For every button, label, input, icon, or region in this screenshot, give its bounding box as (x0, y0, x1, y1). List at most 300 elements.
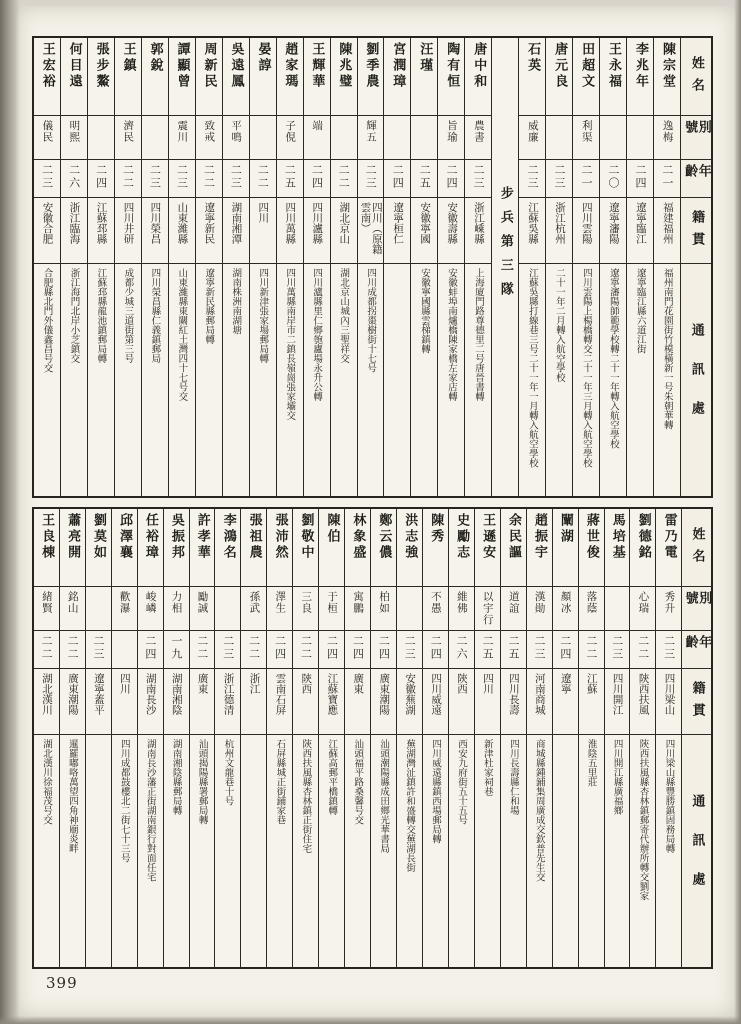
person-origin-text: 四川梁山 (663, 673, 676, 715)
person-name-text: 王良棟 (39, 513, 55, 561)
person-address (573, 264, 599, 496)
person-age-text: 二六 (455, 635, 469, 661)
person-name-text: 陳伯 (324, 513, 340, 545)
person-age (519, 160, 545, 198)
person-alias (654, 116, 680, 160)
person-origin-text: 浙江 (248, 673, 261, 694)
person-address-text: 四川梁山縣豐勝鎮固務局轉 (663, 739, 675, 853)
person-address (241, 735, 266, 967)
person-age-text: 二三 (610, 635, 624, 661)
person-age (34, 160, 60, 198)
person-address (88, 264, 114, 496)
person-address-text: 合肥縣北門外儀鑫昌号交 (41, 268, 53, 373)
person-name (573, 38, 599, 116)
person-age (573, 160, 599, 198)
person-alias (250, 116, 276, 160)
person-alias (34, 116, 60, 160)
person-address-text: 二十一年二月轉入航空學校 (553, 268, 565, 382)
person-column (629, 509, 655, 967)
person-alias-text: 峻嶙 (144, 591, 157, 614)
person-name-text: 趙振宇 (531, 513, 547, 561)
person-address-text: 湖南長沙藩正街湖南銀行對面任宅 (144, 739, 156, 882)
person-age-text: 二三 (526, 164, 540, 190)
person-address (579, 735, 604, 967)
person-column (168, 38, 195, 496)
person-origin-text: 陝西 (300, 673, 313, 694)
person-origin-text: 江蘇吳縣 (526, 202, 539, 244)
person-alias-text: 以宇行 (481, 591, 494, 626)
person-age-text: 二四 (273, 635, 287, 661)
person-name-text: 田超文 (579, 42, 595, 90)
person-age (190, 631, 215, 669)
person-name-text: 邱澤襄 (116, 513, 132, 561)
person-age (304, 160, 330, 198)
person-age (527, 631, 552, 669)
person-origin-text: 廣東潮陽 (378, 673, 391, 715)
person-column (60, 38, 87, 496)
person-origin-text: 四川井研 (122, 202, 135, 244)
person-origin (61, 198, 87, 264)
person-age (115, 160, 141, 198)
person-origin-text: 湖南湘陰 (170, 673, 183, 715)
person-age (250, 160, 276, 198)
person-address (196, 264, 222, 496)
header-alias-text: 別號 (682, 591, 711, 613)
person-name-text: 王遜安 (480, 513, 496, 561)
person-age-text: 二二 (66, 635, 80, 661)
person-name (411, 38, 437, 116)
person-origin-text: 浙江嵊縣 (473, 202, 486, 244)
person-origin (267, 669, 292, 735)
person-address (115, 264, 141, 496)
person-age-text: 二三 (364, 164, 378, 190)
person-age (196, 160, 222, 198)
person-name-text: 譚顯曾 (174, 42, 190, 90)
person-alias (605, 587, 630, 631)
person-origin-text: 四川長壽 (507, 673, 520, 715)
person-origin (397, 669, 422, 735)
person-alias (304, 116, 330, 160)
person-column (552, 509, 578, 967)
person-name (331, 38, 357, 116)
person-address (371, 735, 396, 967)
person-alias-text: 寓鵬 (352, 591, 365, 614)
person-alias-text: 緒賢 (40, 591, 53, 614)
person-alias (573, 116, 599, 160)
person-origin-text: 遼寧蓋平 (92, 673, 105, 715)
person-alias-text: 孫武 (248, 591, 261, 614)
person-column (195, 38, 222, 496)
person-name-text: 郭銳 (147, 42, 163, 74)
person-name-text: 張步鰲 (93, 42, 109, 90)
person-age (423, 631, 448, 669)
person-age (345, 631, 370, 669)
person-address (164, 735, 189, 967)
person-alias (60, 587, 85, 631)
person-address (423, 735, 448, 967)
person-column (383, 38, 410, 496)
person-alias-text: 威廉 (526, 120, 539, 143)
person-address-text: 湖北京山城內三聖祥交 (338, 268, 350, 363)
person-age-text: 二四 (429, 635, 443, 661)
header-address (681, 264, 711, 496)
person-origin-text: 陝西 (456, 673, 469, 694)
person-age-text: 二二 (40, 635, 54, 661)
person-address-text: 四川雲陽上楊橋轉交二十一年三月轉入航空學校 (580, 268, 592, 468)
person-column (370, 509, 396, 967)
person-age (293, 631, 318, 669)
person-address (142, 264, 168, 496)
person-age-text: 二四 (94, 164, 108, 190)
person-name (215, 509, 240, 587)
person-age (579, 631, 604, 669)
person-age (546, 160, 572, 198)
person-name (654, 38, 680, 116)
person-origin (223, 198, 249, 264)
person-name-text: 吳振邦 (168, 513, 184, 561)
person-origin-text: 湖北漢川 (41, 673, 54, 715)
person-address-text: 四川開江縣廣福鄉 (611, 739, 623, 815)
page-number: 399 (46, 974, 78, 992)
person-alias (501, 587, 526, 631)
person-origin (34, 198, 60, 264)
person-origin-text: 四川 (257, 202, 270, 223)
person-name (501, 509, 526, 587)
person-name-text: 唐元良 (552, 42, 568, 90)
person-alias-text: 利渠 (580, 120, 593, 143)
person-alias-text: 漢勛 (533, 591, 546, 614)
person-name (423, 509, 448, 587)
person-alias (164, 587, 189, 631)
person-origin (293, 669, 318, 735)
person-age (553, 631, 578, 669)
person-age (319, 631, 344, 669)
person-name (475, 509, 500, 587)
person-name-text: 劉敬中 (298, 513, 314, 561)
header-origin-text: 籍貫 (689, 209, 705, 254)
person-alias-text: 濟民 (122, 120, 135, 143)
person-address-text: 商城縣鍾鋪集周廣成交欽普先生交 (533, 739, 545, 882)
person-address (277, 264, 303, 496)
person-name-text: 王永福 (606, 42, 622, 90)
person-age-text: 二二 (636, 635, 650, 661)
person-age (475, 631, 500, 669)
person-name-text: 雷乃電 (661, 513, 677, 561)
person-age (331, 160, 357, 198)
header-age (681, 160, 711, 198)
person-origin (600, 198, 626, 264)
person-age-text: 二四 (391, 164, 405, 190)
person-origin (304, 198, 330, 264)
person-age-text: 二三 (92, 635, 105, 661)
person-name (546, 38, 572, 116)
person-column (87, 38, 114, 496)
person-address-text: 汕頭福平路桑馨号交 (352, 739, 364, 825)
person-address (449, 735, 474, 967)
person-address-text: 四川威遠縣鎮西場郵局轉 (430, 739, 442, 844)
person-column (604, 509, 630, 967)
person-origin-text: 廣東潮陽 (66, 673, 79, 715)
person-origin-text: 四川開江 (611, 673, 624, 715)
person-age (605, 631, 630, 669)
person-name-text: 陳宗堂 (659, 42, 675, 90)
person-name-text: 李兆年 (633, 42, 648, 90)
person-age-text: 二二 (584, 635, 598, 661)
person-address (215, 735, 240, 967)
scan-edge-shadow-right (734, 0, 741, 1024)
person-alias (319, 587, 344, 631)
person-alias (579, 587, 604, 631)
person-name (358, 38, 384, 116)
person-address-text: 浙江海門北岸小芝鎮交 (68, 268, 80, 363)
person-name (277, 38, 303, 116)
person-age-text: 二四 (143, 635, 157, 661)
person-name (527, 509, 552, 587)
person-alias-text: 勵誠 (196, 591, 209, 614)
person-origin-text: 四川 (481, 673, 494, 694)
person-column (214, 509, 240, 967)
person-column (222, 38, 249, 496)
person-column (34, 509, 59, 967)
person-name (241, 509, 266, 587)
person-alias (138, 587, 163, 631)
person-name (267, 509, 292, 587)
header-name (681, 38, 711, 116)
person-age-text: 二一 (580, 164, 594, 190)
person-age (223, 160, 249, 198)
person-address-text: 山東濰縣東關紅土灣四十七号交 (176, 268, 188, 401)
person-age-text: 二四 (558, 635, 572, 661)
person-alias-text: 平鳴 (230, 120, 243, 143)
person-alias-text: 不愚 (429, 591, 442, 614)
person-origin (519, 198, 545, 264)
person-origin-text: 四川（原籍雲南） (359, 202, 383, 255)
person-address-text: 四川萬縣南岸市二鎮長嶺崗張家壩交 (284, 268, 296, 420)
person-alias (331, 116, 357, 160)
person-age (656, 631, 681, 669)
person-age (384, 160, 410, 198)
person-address-text: 四川長壽縣仁和場 (507, 739, 519, 815)
header-name-text: 姓名 (689, 526, 705, 571)
person-alias-text: 落蔭 (585, 591, 598, 614)
person-alias-text: 輝五 (365, 120, 377, 143)
person-column (572, 38, 599, 496)
person-column (249, 38, 276, 496)
person-address-text: 上海廈門路尊德里二号唐晉書轉 (472, 268, 484, 401)
person-name-text: 許孝華 (194, 513, 210, 561)
person-age-text: 二二 (195, 635, 209, 661)
person-address-text: 湖北漢川徐福茂号交 (40, 739, 52, 825)
person-origin (164, 669, 189, 735)
person-column (626, 38, 653, 496)
person-origin-text: 浙江德清 (222, 673, 235, 715)
roster-table-bottom (32, 507, 713, 969)
person-age (34, 631, 59, 669)
person-address (223, 264, 249, 496)
person-name-text: 劉季農 (363, 42, 379, 90)
person-address-text: 湖南湘陰縣郵局轉 (170, 739, 182, 815)
person-origin (86, 669, 111, 735)
person-alias-text: 旨瑜 (445, 120, 458, 143)
header-column (680, 38, 711, 496)
person-column (599, 38, 626, 496)
person-column (137, 509, 163, 967)
roster-tables (32, 36, 713, 978)
person-address-text: 暹羅嘟咯萬望四角神廟炎畔 (66, 739, 78, 853)
person-address-text: 安徽蚌埠南爐橋陳家橋左家店轉 (446, 268, 457, 401)
header-origin (682, 669, 711, 735)
person-origin-text: 遼寧桓仁 (392, 202, 405, 244)
person-age (627, 160, 653, 198)
person-alias (88, 116, 114, 160)
person-origin (215, 669, 240, 735)
person-address-text: 成都少城三道街第三号 (122, 268, 134, 363)
person-age-text: 二三 (40, 164, 54, 190)
person-origin-text: 遼寧 (559, 673, 572, 694)
person-name (293, 509, 318, 587)
person-address (190, 735, 215, 967)
person-name (449, 509, 474, 587)
person-age-text: 二四 (633, 164, 647, 190)
person-origin (579, 669, 604, 735)
person-alias (190, 587, 215, 631)
person-origin (34, 669, 59, 735)
person-origin-text: 四川雲陽 (580, 202, 593, 244)
person-name-text: 陶有恒 (444, 42, 460, 90)
person-alias-text: 儀民 (41, 120, 54, 143)
person-name-text: 蕭亮開 (65, 513, 81, 561)
person-column (344, 509, 370, 967)
person-column (59, 509, 85, 967)
person-address (384, 264, 410, 496)
person-origin (190, 669, 215, 735)
person-name-text: 余民謳 (506, 513, 522, 561)
person-origin-text: 四川瀘縣 (311, 202, 324, 244)
person-alias-text: 顏冰 (559, 591, 572, 614)
person-column (357, 38, 384, 496)
person-age (438, 160, 464, 198)
person-address-text: 遼寧瀋陽師範學校轉二十一年轉入航空學校 (607, 268, 619, 449)
person-name (627, 38, 653, 116)
person-age (88, 160, 114, 198)
person-alias (61, 116, 87, 160)
person-column (448, 509, 474, 967)
person-address (293, 735, 318, 967)
person-column (141, 38, 168, 496)
person-alias (371, 587, 396, 631)
person-alias-text: 歡瀑 (118, 591, 131, 614)
person-alias-text: 力相 (170, 591, 183, 614)
person-alias-text: 三良 (300, 591, 313, 614)
person-name (86, 509, 111, 587)
person-origin (527, 669, 552, 735)
person-name (371, 509, 396, 587)
person-name-text: 周新民 (201, 42, 217, 90)
person-address-text: 江蘇高郵平橋鎮轉 (326, 739, 338, 815)
person-address (34, 735, 59, 967)
person-age (112, 631, 137, 669)
person-column (114, 38, 141, 496)
person-origin (196, 198, 222, 264)
person-origin-text: 江蘇 (585, 673, 598, 694)
person-column (266, 509, 292, 967)
person-address-text: 安徽寧國縣雲梯鎮轉 (419, 268, 431, 354)
person-origin (501, 669, 526, 735)
person-address-text: 四川成都鼓樓北二街七十三号 (118, 739, 130, 863)
person-name (384, 38, 410, 116)
person-alias (411, 116, 437, 160)
person-age (654, 160, 680, 198)
person-column (330, 38, 357, 496)
person-address (553, 735, 578, 967)
person-address (250, 264, 276, 496)
person-name-text: 王鎮 (120, 42, 136, 74)
person-name-text: 陳兆璧 (336, 42, 352, 90)
header-alias-text: 別號 (682, 120, 711, 142)
person-address-text: 江蘇邳縣龍池鎮郵局轉 (95, 268, 107, 363)
person-origin (138, 669, 163, 735)
person-address (61, 264, 87, 496)
person-alias (112, 587, 137, 631)
person-origin (88, 198, 114, 264)
person-name-text: 任裕璋 (142, 513, 158, 561)
person-origin-text: 福建福州 (661, 202, 674, 244)
person-origin (250, 198, 276, 264)
person-origin (384, 198, 410, 264)
person-address-text: 陝西扶風縣杏林鎮正街住宅 (300, 739, 312, 853)
person-column (111, 509, 137, 967)
person-name (223, 38, 249, 116)
person-name-text: 王輝華 (309, 42, 325, 90)
person-origin-text: 安徽蕪湖 (404, 673, 417, 715)
person-alias (627, 116, 653, 160)
person-origin-text: 湖北京山 (338, 202, 351, 244)
person-column (526, 509, 552, 967)
person-alias (196, 116, 222, 160)
person-alias-text: 銘山 (66, 591, 79, 614)
person-address (358, 264, 384, 496)
person-age-text: 二三 (175, 164, 189, 190)
scan-edge-shadow-left (0, 0, 20, 1024)
person-alias (293, 587, 318, 631)
person-origin-text: 安徽壽縣 (446, 202, 459, 244)
person-alias (600, 116, 626, 160)
person-address-text: 陝西扶風縣杏林鎮郵寄代辦所轉交劉家 (637, 739, 649, 901)
person-age (371, 631, 396, 669)
section-divider (491, 38, 518, 496)
person-age-text: 二四 (377, 635, 391, 661)
person-alias-text: 于桓 (326, 591, 339, 614)
person-origin-text: 安徽寧國 (419, 202, 432, 244)
person-name-text: 何目遠 (66, 42, 82, 90)
person-address (169, 264, 195, 496)
header-age-text: 年齡 (682, 635, 711, 657)
person-age (630, 631, 655, 669)
person-name-text: 劉德銘 (635, 513, 651, 561)
person-column (396, 509, 422, 967)
person-alias (438, 116, 464, 160)
person-origin-text: 遼寧瀋陽 (607, 202, 620, 244)
person-origin-text: 遼寧新民 (203, 202, 216, 244)
person-column (240, 509, 266, 967)
person-address (605, 735, 630, 967)
person-address-text: 遼寧臨江縣六道江街 (634, 268, 646, 354)
person-age-text: 二〇 (606, 164, 620, 190)
header-name-text: 姓名 (688, 55, 704, 100)
person-origin-text: 浙江杭州 (553, 202, 566, 244)
person-age (411, 160, 437, 198)
header-address-text: 通訊處 (688, 322, 704, 440)
